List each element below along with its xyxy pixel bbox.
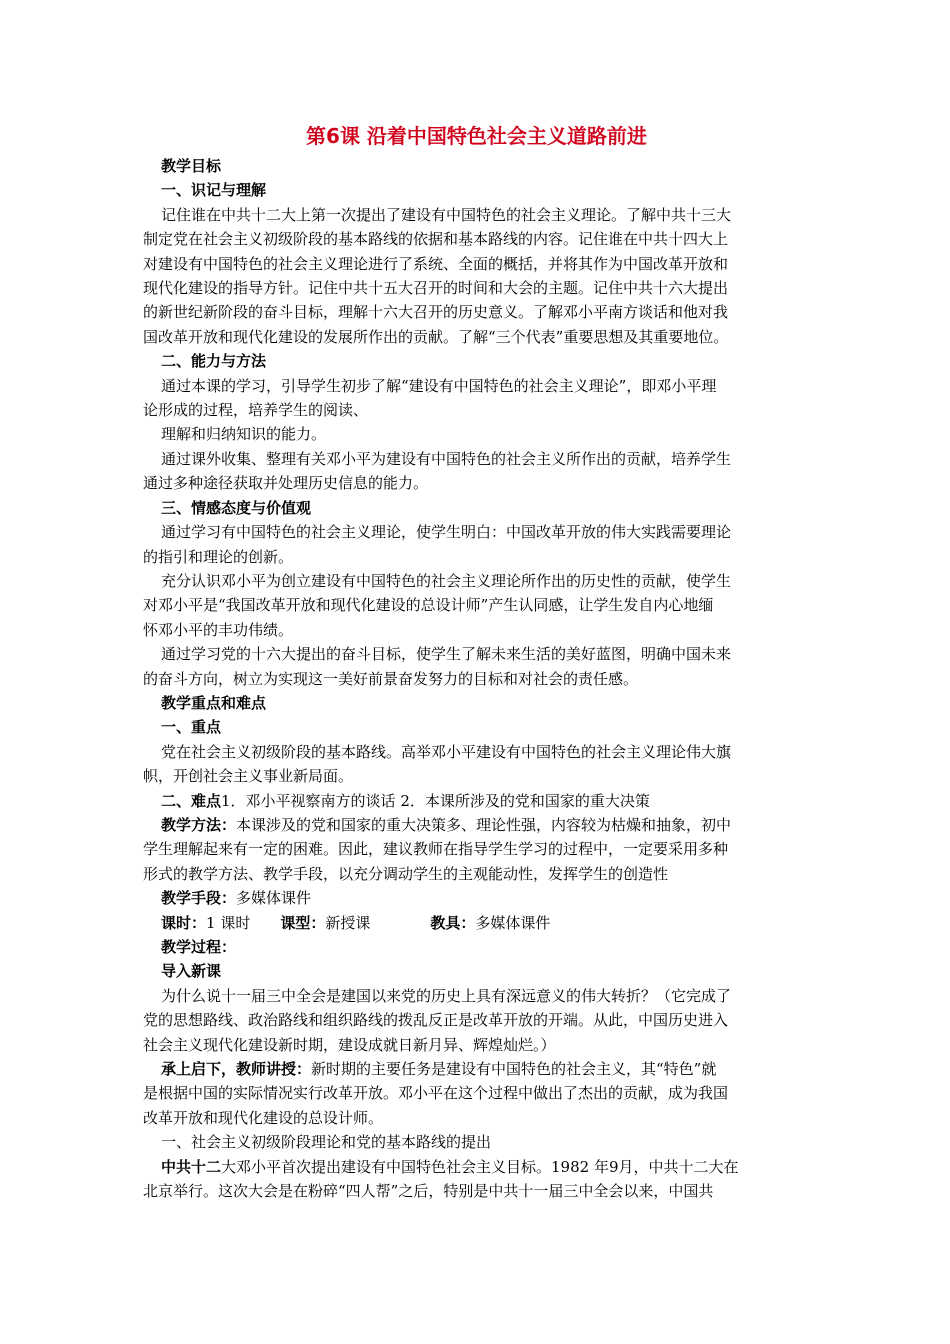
hours-text: 1 课时 [206, 913, 251, 932]
info-line [143, 911, 810, 935]
difficulty-text: 1．邓小平视察南方的谈话 2．本课所涉及的党和国家的重大决策 [221, 791, 650, 810]
paragraph-line: 党的思想路线、政治路线和组织路线的拨乱反正是改革开放的开端。从此，中国历史进入 [143, 1011, 729, 1030]
section-heading: 教学重点和难点 [161, 693, 267, 712]
congress12-text: 大邓小平首次提出建设有中国特色社会主义目标。1982 年9月，中共十二大在 [221, 1157, 739, 1176]
paragraph-line: 对邓小平是“我国改革开放和现代化建设的总设计师”产生认同感，让学生发自内心地缅 [143, 596, 714, 615]
intro-text [143, 984, 810, 1057]
method-cont-1: 学生理解起来有一定的困难。因此，建议教师在指导学生学习的过程中，一定要采用多种 [143, 840, 729, 859]
tools-text: 多媒体课件 [475, 913, 551, 932]
difficulty-line [143, 789, 810, 813]
section-heading: 三、情感态度与价值观 [161, 498, 312, 517]
page-title: 第6课 沿着中国特色社会主义道路前进 [306, 124, 647, 148]
paragraph-line: 论形成的过程，培养学生的阅读、 [143, 401, 369, 420]
method-line [143, 813, 810, 837]
section-1-heading: 一、社会主义初级阶段理论和党的基本路线的提出 [161, 1133, 492, 1152]
paragraph-line: 通过多种途径获取并处理历史信息的能力。 [143, 474, 429, 493]
means-text: 多媒体课件 [236, 889, 312, 908]
paragraph-line: 记住谁在中共十二大上第一次提出了建设有中国特色的社会主义理论。了解中共十三大 [161, 205, 732, 224]
paragraph-line: 制定党在社会主义初级阶段的基本路线的依据和基本路线的内容。记住谁在中共十四大上 [143, 230, 729, 249]
paragraph-line: 的奋斗方向，树立为实现这一美好前景奋发努力的目标和对社会的责任感。 [143, 669, 639, 688]
section-heading: 一、重点 [161, 718, 222, 737]
paragraph-line: 的指引和理论的创新。 [143, 547, 294, 566]
section-heading: 教学目标 [161, 157, 222, 175]
paragraph-line: 理解和归纳知识的能力。 [161, 425, 327, 444]
body-text [143, 154, 810, 789]
process-label: 教学过程： [161, 938, 237, 956]
tools-label: 教具： [430, 913, 476, 932]
paragraph-line: 通过学习党的十六大提出的奋斗目标，使学生了解未来生活的美好蓝图，明确中国未来 [161, 645, 732, 664]
paragraph-line: 通过本课的学习，引导学生初步了解“建设有中国特色的社会主义理论”，即邓小平理 [161, 376, 717, 395]
means-label: 教学手段： [161, 889, 237, 908]
paragraph-line: 充分认识邓小平为创立建设有中国特色的社会主义理论所作出的历史性的贡献，使学生 [161, 571, 732, 590]
intro-label: 导入新课 [161, 962, 222, 981]
transition-cont-1: 是根据中国的实际情况实行改革开放。邓小平在这个过程中做出了杰出的贡献，成为我国 [143, 1084, 729, 1103]
paragraph-line: 的新世纪新阶段的奋斗目标，理解十六大召开的历史意义。了解邓小平南方谈话和他对我 [143, 303, 729, 322]
method-cont-2: 形式的教学方法、教学手段，以充分调动学生的主观能动性，发挥学生的创造性 [143, 864, 669, 883]
paragraph-line: 怀邓小平的丰功伟绩。 [143, 620, 294, 639]
method-label: 教学方法： [161, 815, 237, 834]
paragraph-line: 通过课外收集、整理有关邓小平为建设有中国特色的社会主义所作出的贡献，培养学生 [161, 449, 732, 468]
transition-cont-2: 改革开放和现代化建设的总设计师。 [143, 1108, 384, 1127]
transition-label: 承上启下，教师讲授： [161, 1060, 312, 1079]
section-heading: 一、识记与理解 [161, 181, 267, 200]
congress12-line [143, 1155, 810, 1179]
paragraph-line: 国改革开放和现代化建设的发展所作出的贡献。了解“三个代表”重要思想及其重要地位。 [143, 327, 729, 346]
section-heading: 二、能力与方法 [161, 352, 267, 371]
type-label: 课型： [280, 913, 326, 932]
congress12-cont-1: 北京举行。这次大会是在粉碎“四人帮”之后，特别是中共十一届三中全会以来，中国共 [143, 1182, 714, 1201]
paragraph-line: 党在社会主义初级阶段的基本路线。高举邓小平建设有中国特色的社会主义理论伟大旗 [161, 742, 732, 761]
transition-line [143, 1057, 810, 1081]
congress12-label: 中共十二 [161, 1157, 222, 1176]
means-line [143, 886, 810, 910]
hours-label: 课时： [161, 913, 207, 932]
method-text: 本课涉及的党和国家的重大决策多、理论性强，内容较为枯燥和抽象，初中 [236, 815, 732, 834]
paragraph-line: 对建设有中国特色的社会主义理论进行了系统、全面的概括，并将其作为中国改革开放和 [143, 254, 729, 273]
type-text: 新授课 [325, 913, 371, 932]
paragraph-line: 通过学习有中国特色的社会主义理论，使学生明白：中国改革开放的伟大实践需要理论 [161, 523, 732, 542]
paragraph-line: 社会主义现代化建设新时期，建设成就日新月异、辉煌灿烂。） [143, 1035, 556, 1054]
difficulty-label: 二、难点 [161, 791, 222, 810]
transition-text: 新时期的主要任务是建设有中国特色的社会主义，其“特色”就 [311, 1060, 717, 1079]
paragraph-line: 帜，开创社会主义事业新局面。 [143, 767, 354, 786]
paragraph-line: 现代化建设的指导方针。记住中共十五大召开的时间和大会的主题。记住中共十六大提出 [143, 279, 729, 298]
paragraph-line: 为什么说十一届三中全会是建国以来党的历史上具有深远意义的伟大转折？（它完成了 [161, 986, 732, 1005]
